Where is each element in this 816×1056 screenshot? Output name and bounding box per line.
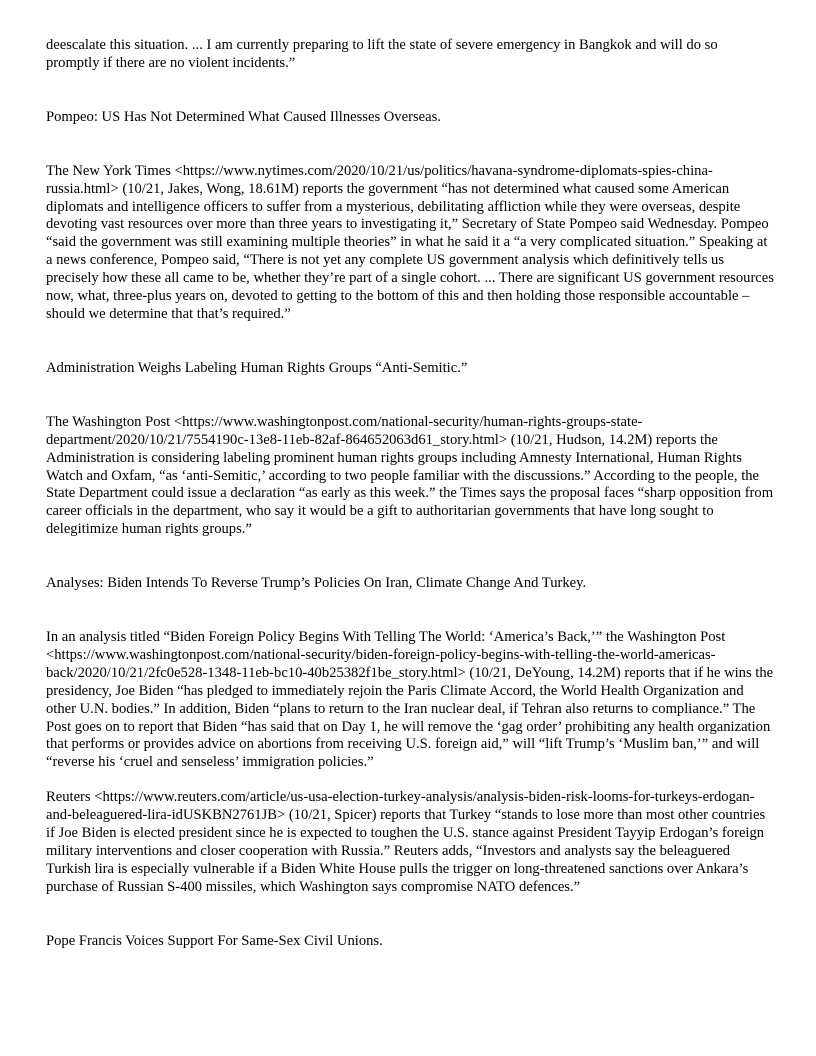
headline-human-rights-groups: Administration Weighs Labeling Human Rights Groups “Anti-Semitic.” [46,359,468,376]
document-page [46,37,774,951]
headline-biden-policies: Analyses: Biden Intends To Reverse Trump’s Policies On Iran, Climate Change And Turkey. [46,575,587,592]
headline-pompeo-illnesses: Pompeo: US Has Not Determined What Caused Illnesses Overseas. [46,108,441,125]
paragraph-nyt-havana-syndrome: The New York Times <https://www.nytimes.com/2020/10/21/us/politics/havana-syndrome-diplomats-spies-china-russia.html> (10/21, Jakes, Wong, 18.61M) reports the government “has not determined what caused some American diplomats and intelligence officers to suffer from a mysterious, debilitating affliction while they were overseas, despite devoting vast resources over more than three years to investigating it,” Secretary of State Pompeo said Wednesday. Pompeo “said the government was still examining multiple theories” in what he said it a “a very complicated situation.” Speaking at a news conference, Pompeo said, “There is not yet any complete US government analysis which definitively tells us precisely how these all came to be, whether they’re part of a single cohort. ... There are significant US government resources now, what, three-plus years on, devoted to getting to the bottom of this and then holding those responsible accountable – should we determine that that’s required.” [46,162,774,322]
headline-pope-francis: Pope Francis Voices Support For Same-Sex Civil Unions. [46,932,383,949]
paragraph-reuters-turkey: Reuters <https://www.reuters.com/article/us-usa-election-turkey-analysis/analysis-biden-risk-looms-for-turkeys-erdogan-and-beleaguered-lira-idUSKBN2761JB> (10/21, Spicer) reports that Turkey “stands to lose more than most other countries if Joe Biden is elected president since he is expected to toughen the U.S. stance against President Tayyip Erdogan’s foreign military interventions and closer cooperation with Russia.” Reuters adds, “Investors and analysts say the beleaguered Turkish lira is especially vulnerable if a Biden White House pulls the trigger on long-threatened sanctions over Ankara’s purchase of Russian S-400 missiles, which Washington says compromise NATO defences.” [46,789,766,895]
paragraph-wapo-human-rights: The Washington Post <https://www.washingtonpost.com/national-security/human-rights-groups-state-department/2020/10/21/7554190c-13e8-11eb-82af-864652063d61_story.html> (10/21, Hudson, 14.2M) reports the Administration is considering labeling prominent human rights groups including Amnesty International, Human Rights Watch and Oxfam, “as ‘anti-Semitic,’ according to two people familiar with the discussions.” According to the people, the State Department could issue a declaration “as early as this week.” the Times says the proposal faces “sharp opposition from career officials in the department, who say it would be a gift to authoritarian governments that have long sought to delegitimize human rights groups.” [46,413,774,538]
paragraph-thailand-emergency-tail: deescalate this situation. ... I am currently preparing to lift the state of severe emergency in Bangkok and will do so promptly if there are no violent incidents.” [46,37,718,71]
paragraph-wapo-biden-foreign-policy: In an analysis titled “Biden Foreign Policy Begins With Telling The World: ‘America’s Back,’” the Washington Post <https://www.washingtonpost.com/national-security/biden-foreign-policy-begins-with-telling-the-world-americas-back/2020/10/21/2fc0e528-1348-11eb-bc10-40b25382f1be_story.html> (10/21, DeYoung, 14.2M) reports that if he wins the presidency, Joe Biden “has pledged to immediately rejoin the Paris Climate Accord, the World Health Organization and other U.N. bodies.” In addition, Biden “plans to return to the Iran nuclear deal, if Tehran also returns to compliance.” The Post goes on to report that Biden “has said that on Day 1, he will remove the ‘gag order’ prohibiting any health organization that performs or provides advice on abortions from receiving U.S. foreign aid,” will “lift Trump’s ‘Muslim ban,’” and will “reverse his ‘cruel and senseless’ immigration policies.” [46,629,774,771]
